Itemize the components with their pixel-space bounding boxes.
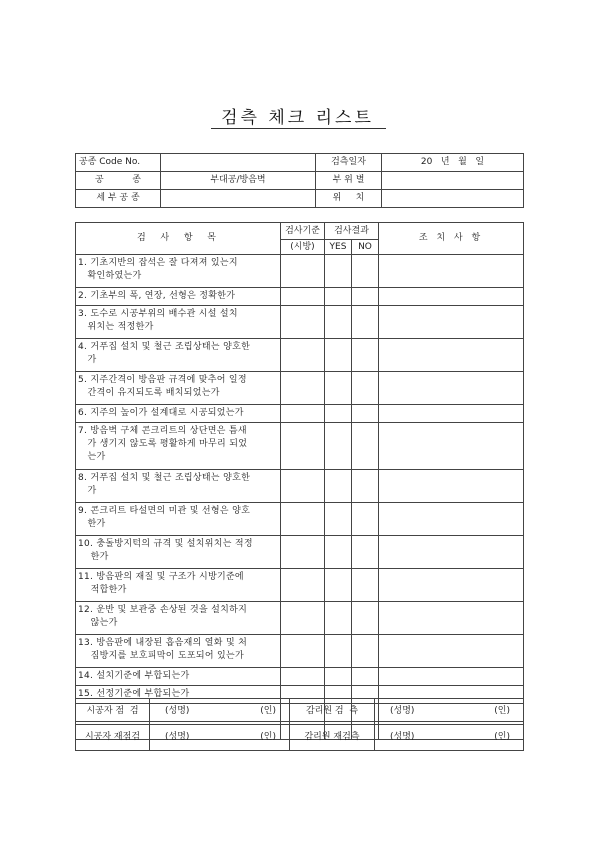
action-cell[interactable]: [379, 372, 524, 405]
action-cell[interactable]: [379, 339, 524, 372]
yes-cell[interactable]: [325, 423, 352, 470]
criteria-cell[interactable]: [281, 339, 325, 372]
yes-cell[interactable]: [325, 339, 352, 372]
no-cell[interactable]: [352, 423, 379, 470]
yes-cell[interactable]: [325, 503, 352, 536]
checklist-row: [76, 306, 524, 339]
criteria-cell[interactable]: [281, 635, 325, 668]
sign-name-label: (성명): [165, 706, 190, 716]
seal-label: (인): [494, 732, 510, 742]
action-cell[interactable]: [379, 503, 524, 536]
page-title: 검측 체크 리스트: [221, 108, 374, 128]
checklist-row: [76, 372, 524, 405]
check-item: 12. 운반 및 보관중 손상된 것을 설치하지 않는가: [76, 602, 281, 635]
yes-header: YES: [325, 240, 352, 255]
yes-cell[interactable]: [325, 372, 352, 405]
yes-cell[interactable]: [325, 668, 352, 686]
action-header: 조 치 사 항: [379, 223, 524, 255]
yes-cell[interactable]: [325, 602, 352, 635]
work-label: 공 종: [76, 172, 161, 190]
criteria-cell[interactable]: [281, 668, 325, 686]
action-cell[interactable]: [379, 668, 524, 686]
check-item: 8. 거푸집 설치 및 철근 조립상태는 양호한 가: [76, 470, 281, 503]
checklist-row: [76, 536, 524, 569]
date-value[interactable]: 20 년 월 일: [382, 154, 524, 172]
criteria-cell[interactable]: [281, 288, 325, 306]
action-cell[interactable]: [379, 423, 524, 470]
checklist-row: [76, 405, 524, 423]
criteria-cell[interactable]: [281, 423, 325, 470]
checklist-row: [76, 635, 524, 668]
action-cell[interactable]: [379, 602, 524, 635]
yes-cell[interactable]: [325, 536, 352, 569]
yes-cell[interactable]: [325, 255, 352, 288]
contractor-check-sign[interactable]: [150, 699, 290, 725]
no-cell[interactable]: [352, 668, 379, 686]
checklist-row: [76, 668, 524, 686]
check-item: 14. 설치기준에 부합되는가: [76, 668, 281, 686]
check-item: 13. 방음판에 내장된 흡음재의 열화 및 처 짐방지를 보호피막이 도포되어 있는가: [76, 635, 281, 668]
contractor-recheck-sign[interactable]: [150, 725, 290, 751]
signature-table: [75, 698, 524, 751]
no-cell[interactable]: [352, 288, 379, 306]
title-underline: [211, 128, 386, 129]
checklist-row: [76, 423, 524, 470]
checklist-row: [76, 503, 524, 536]
checklist-row: [76, 339, 524, 372]
check-item: 15. 선정기준에 부합되는가: [76, 686, 281, 704]
location-value[interactable]: [382, 190, 524, 208]
no-cell[interactable]: [352, 306, 379, 339]
supervisor-recheck-sign[interactable]: [375, 725, 524, 751]
criteria-cell[interactable]: [281, 569, 325, 602]
contractor-check-label: 시공자 점 검: [76, 699, 150, 725]
check-item: 5. 지주간격이 방음판 규격에 맞추어 일정 간격이 유지되도록 배치되었는가: [76, 372, 281, 405]
sign-name-label: (성명): [390, 732, 415, 742]
check-item: 7. 방음벽 구체 콘크리트의 상단면은 틈새 가 생기지 않도록 평활하게 마무리 되었 는가: [76, 423, 281, 470]
subwork-label: 세 부 공 종: [76, 190, 161, 208]
work-value[interactable]: 부대공/방음벽: [161, 172, 316, 190]
criteria-header: 검사기준: [281, 223, 325, 240]
yes-cell[interactable]: [325, 306, 352, 339]
action-cell[interactable]: [379, 536, 524, 569]
seal-label: (인): [260, 732, 276, 742]
no-cell[interactable]: [352, 372, 379, 405]
seal-label: (인): [494, 706, 510, 716]
yes-cell[interactable]: [325, 635, 352, 668]
supervisor-check-sign[interactable]: [375, 699, 524, 725]
sign-name-label: (성명): [390, 706, 415, 716]
check-item: 11. 방음판의 재질 및 구조가 시방기준에 적합한가: [76, 569, 281, 602]
checklist-table: [75, 222, 524, 740]
checklist-row: [76, 255, 524, 288]
check-item: 9. 콘크리트 타설면의 미관 및 선형은 양호 한가: [76, 503, 281, 536]
check-item: 4. 거푸집 설치 및 철근 조립상태는 양호한 가: [76, 339, 281, 372]
supervisor-check-label: 감리원 검 측: [290, 699, 375, 725]
action-cell[interactable]: [379, 569, 524, 602]
check-item: 3. 도수로 시공부위의 배수관 시설 설치 위치는 적정한가: [76, 306, 281, 339]
criteria-cell[interactable]: [281, 372, 325, 405]
date-label: 검측일자: [316, 154, 382, 172]
criteria-cell[interactable]: [281, 306, 325, 339]
no-cell[interactable]: [352, 536, 379, 569]
criteria-cell[interactable]: [281, 536, 325, 569]
no-cell[interactable]: [352, 635, 379, 668]
action-cell[interactable]: [379, 405, 524, 423]
criteria-cell[interactable]: [281, 470, 325, 503]
info-table: [75, 153, 524, 208]
action-cell[interactable]: [379, 288, 524, 306]
part-value[interactable]: [382, 172, 524, 190]
check-item: 1. 기초지반의 잡석은 잘 다져져 있는지 확인하였는가: [76, 255, 281, 288]
checklist-row: [76, 602, 524, 635]
criteria-cell[interactable]: [281, 602, 325, 635]
action-cell[interactable]: [379, 255, 524, 288]
yes-cell[interactable]: [325, 470, 352, 503]
supervisor-recheck-label: 감리원 재검측: [290, 725, 375, 751]
checklist-row: [76, 470, 524, 503]
action-cell[interactable]: [379, 306, 524, 339]
criteria-subheader: (시방): [281, 240, 325, 255]
criteria-cell[interactable]: [281, 405, 325, 423]
checklist-row: [76, 569, 524, 602]
code-value[interactable]: [161, 154, 316, 172]
yes-cell[interactable]: [325, 569, 352, 602]
yes-cell[interactable]: [325, 405, 352, 423]
check-item: 6. 지주의 높이가 설계대로 시공되었는가: [76, 405, 281, 423]
check-item: 10. 충돌방지턱의 규격 및 설치위치는 적정 한가: [76, 536, 281, 569]
part-label: 부 위 별: [316, 172, 382, 190]
no-cell[interactable]: [352, 569, 379, 602]
yes-cell[interactable]: [325, 288, 352, 306]
check-item: 2. 기초부의 폭, 연장, 선형은 정확한가: [76, 288, 281, 306]
sign-name-label: (성명): [165, 732, 190, 742]
contractor-recheck-label: 시공자 재점검: [76, 725, 150, 751]
criteria-cell[interactable]: [281, 255, 325, 288]
action-cell[interactable]: [379, 470, 524, 503]
action-cell[interactable]: [379, 635, 524, 668]
no-cell[interactable]: [352, 405, 379, 423]
subwork-value[interactable]: [161, 190, 316, 208]
code-label: 공종 Code No.: [76, 154, 161, 172]
items-header: 검 사 항 목: [76, 223, 281, 255]
location-label: 위 치: [316, 190, 382, 208]
no-cell[interactable]: [352, 503, 379, 536]
no-cell[interactable]: [352, 602, 379, 635]
no-cell[interactable]: [352, 255, 379, 288]
seal-label: (인): [260, 706, 276, 716]
criteria-cell[interactable]: [281, 503, 325, 536]
no-header: NO: [352, 240, 379, 255]
no-cell[interactable]: [352, 470, 379, 503]
checklist-row: [76, 288, 524, 306]
no-cell[interactable]: [352, 339, 379, 372]
result-header: 검사결과: [325, 223, 379, 240]
